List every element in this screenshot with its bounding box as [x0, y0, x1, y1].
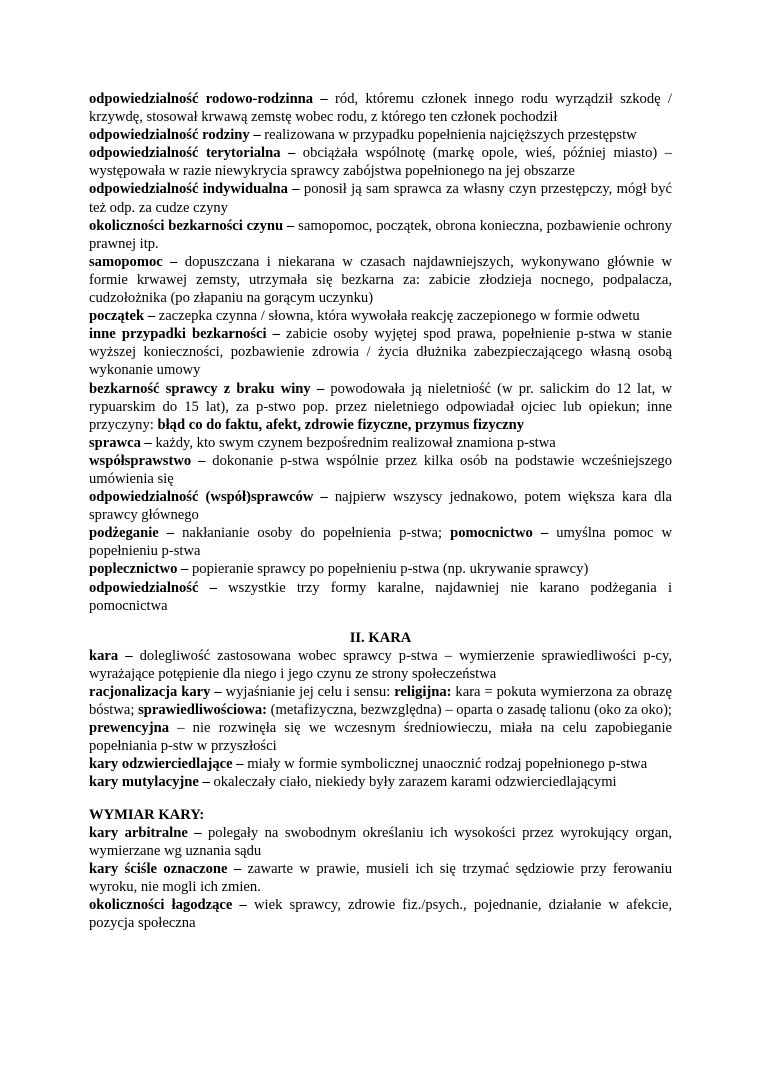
entry-text: dopuszczana i niekarana w czasach najdawniejszych, wykonywano głównie w formie krwawej zemsty, utrzymała się bezkarna za: zabicie złodzieja nocnego, podpalacza, cudzołożnika (po złapaniu na gorącym uczynku): [89, 253, 672, 307]
entry-term: kara: [89, 647, 119, 664]
entry-text: każdy, kto swym czynem bezpośrednim realizował znamiona p-stwa: [155, 434, 556, 451]
entry-kary-arbitralne: [89, 824, 672, 860]
entry-dash: –: [227, 860, 248, 877]
entry-bold-sprawiedliwosciowa: sprawiedliwościowa:: [138, 702, 267, 719]
entry-bold-religijna: religijna:: [394, 684, 452, 700]
entry-dash: –: [232, 756, 248, 773]
entry-dash: –: [232, 897, 255, 914]
entry-odpowiedzialnosc-wspolsprawcow: [89, 488, 672, 524]
entry-samopomoc: [89, 253, 672, 307]
entry-term: odpowiedzialność terytorialna: [89, 145, 281, 162]
entry-text: ród, któremu członek innego rodu wyrządził szkodę / krzywdę, stosował krwawą zemstę wobec rodu, z którego ten członek pochodził: [89, 91, 672, 126]
entry-text: obciążała wspólnotę (markę opole, wieś, później miasto) – występowała w razie niewykrycia sprawcy zabójstwa popełnionego na jej obszarze: [89, 145, 672, 180]
entry-text-secondary: umyślna pomoc w popełnieniu p-stwa: [89, 525, 673, 560]
entry-text: ponosił ją sam sprawca za własny czyn przestępczy, mógł być też odp. za cudze czyny: [89, 181, 673, 216]
entry-dash: –: [280, 145, 303, 162]
entry-odpowiedzialnosc: [89, 579, 672, 615]
entry-term: inne przypadki bezkarności: [89, 326, 267, 343]
entry-text: kara = pokuta wymierzona za obrazę bóstwa;: [89, 684, 672, 719]
entry-text: wszystkie trzy formy karalne, najdawniej nie karano podżegania i pomocnictwa: [89, 579, 673, 614]
entry-dash: –: [313, 91, 336, 107]
entry-text: miały w formie symbolicznej unaocznić rodzaj popełnionego p-stwa: [247, 756, 648, 773]
entry-text: nakłanianie osoby do popełnienia p-stwa;: [182, 525, 451, 542]
entry-text: zaczepka czynna / słowna, która wywołała reakcję zaczepionego w formie odwetu: [158, 308, 640, 325]
entry-podzeganie-pomocnictwo: [89, 524, 672, 560]
entry-okolicznosci-lagodzace: [89, 896, 672, 932]
entry-text: – nie rozwinęła się we wczesnym średniowieczu, miała na celu zapobieganie popełniania p-stw w przyszłości: [89, 720, 672, 755]
entry-text: dokonanie p-stwa wspólnie przez kilka osób na podstawie wcześniejszego umówienia się: [89, 452, 673, 487]
entry-text: realizowana w przypadku popełnienia najcięższych przestępstw: [264, 127, 637, 144]
entry-odpowiedzialnosc-indywidualna: [89, 180, 672, 216]
entry-inne-przypadki-bezkarnosci: [89, 325, 672, 379]
entry-term: odpowiedzialność rodowo-rodzinna: [89, 91, 314, 107]
entry-term: odpowiedzialność rodziny: [89, 127, 250, 144]
entry-text: polegały na swobodnym określaniu ich wysokości przez wyrokujący organ, wymierzane wg uznania sądu: [89, 824, 672, 859]
entry-wspolsprawstwo: [89, 452, 672, 488]
entry-poczatek: [89, 307, 672, 325]
entry-dash: –: [249, 127, 265, 144]
entry-text: wiek sprawcy, zdrowie fiz./psych., pojednanie, działanie w afekcie, pozycja społeczna: [89, 897, 673, 932]
entry-kary-mutylacyjne: [89, 773, 672, 791]
entry-dash: –: [310, 380, 331, 397]
entry-text: (metafizyczna, bezwzględna) – oparta o zasadę talionu (oko za oko);: [267, 702, 672, 719]
entry-term-secondary: pomocnictwo: [450, 525, 533, 542]
entry-dash: –: [140, 434, 156, 451]
entry-term: kary ściśle oznaczone: [89, 860, 228, 877]
entry-dash: –: [162, 253, 185, 270]
entry-term: poplecznictwo: [89, 561, 178, 578]
entry-text: dolegliwość zastosowana wobec sprawcy p-stwa – wymierzenie sprawiedliwości p-cy, wyrażające potępienie dla niego i jego czynu ze strony społeczeństwa: [89, 647, 673, 682]
entry-okolicznosci-bezkarnosci: [89, 217, 672, 253]
entry-kary-odzwierciedlajace: [89, 755, 672, 773]
entry-text: zawarte w prawie, musieli ich się trzymać sędziowie przy ferowaniu wyroku, nie mogli ich zmien.: [89, 860, 672, 895]
entry-term: kary odzwierciedlające: [89, 756, 233, 773]
section-title-wymiar-kary: WYMIAR KARY:: [89, 806, 205, 823]
entry-dash: –: [313, 489, 335, 506]
entry-term: początek: [89, 308, 145, 325]
entry-text: najpierw wszyscy jednakowo, potem większa kara dla sprawcy głównego: [89, 489, 673, 524]
entry-dash: –: [144, 308, 159, 325]
entry-bold-tail: błąd co do faktu, afekt, zdrowie fizyczne, przymus fizyczny: [157, 416, 525, 433]
section-title-kara: II. KARA: [349, 629, 412, 646]
entry-term: odpowiedzialność (współ)sprawców: [89, 489, 314, 506]
entry-dash: –: [198, 774, 214, 791]
entry-term: okoliczności łagodzące: [89, 897, 233, 914]
entry-odpowiedzialnosc-rodowo-rodzinna: [89, 90, 672, 126]
entry-term: odpowiedzialność indywidualna: [89, 181, 288, 198]
entry-term: odpowiedzialność: [89, 579, 199, 596]
entry-poplecznictwo: [89, 560, 672, 578]
entry-dash: –: [532, 525, 557, 542]
document-page: [89, 90, 672, 932]
entry-bezkarnosc-sprawcy: [89, 380, 672, 434]
entry-dash: –: [287, 181, 304, 198]
entry-kara: [89, 647, 672, 683]
entry-dash: –: [283, 217, 299, 234]
entry-text: powodowała ją nieletniość (w pr. salickim do 12 lat, w rypuarskim do 15 lat), za p-stwo pop. przez nieletniego odpowiadał ojciec lub opiekun; inne przyczyny:: [89, 380, 672, 433]
entry-sprawca: [89, 434, 672, 452]
entry-term: samopomoc: [89, 253, 163, 270]
entry-dash: –: [187, 824, 208, 841]
entry-term: okoliczności bezkarności czynu: [89, 217, 284, 234]
entry-dash: –: [158, 525, 183, 542]
entry-dash: –: [177, 561, 192, 578]
entry-dash: –: [118, 647, 140, 664]
entry-text: wyjaśnianie jej celu i sensu:: [225, 684, 395, 700]
entry-text: popieranie sprawcy po popełnieniu p-stwa (np. ukrywanie sprawcy): [191, 561, 589, 578]
entry-odpowiedzialnosc-terytorialna: [89, 144, 672, 180]
entry-term: współsprawstwo: [89, 452, 192, 469]
entry-term: podżeganie: [89, 525, 159, 542]
entry-text: okaleczały ciało, niekiedy były zarazem karami odzwierciedlającymi: [213, 774, 617, 791]
entry-kary-scisle-oznaczone: [89, 860, 672, 896]
entry-bold-prewencyjna: prewencyjna: [89, 720, 169, 737]
entry-term: bezkarność sprawcy z braku winy: [89, 380, 311, 397]
entry-racjonalizacja-kary: [89, 683, 672, 755]
entry-text: zabicie osoby wyjętej spod prawa, popełnienie p-stwa w stanie wyższej konieczności, pozbawienie zdrowia / życia dłużnika zabezpieczającego własną osobą wykonanie umowy: [89, 326, 673, 379]
entry-dash: –: [198, 579, 229, 596]
entry-term: sprawca: [89, 434, 141, 451]
entry-odpowiedzialnosc-rodziny: [89, 126, 672, 144]
entry-text: samopomoc, początek, obrona konieczna, pozbawienie ochrony prawnej itp.: [89, 217, 672, 252]
entry-dash: –: [266, 326, 286, 343]
entry-term: kary mutylacyjne: [89, 774, 199, 791]
entry-term: racjonalizacja kary: [89, 684, 211, 700]
entry-dash: –: [210, 684, 226, 700]
entry-term: kary arbitralne: [89, 824, 188, 841]
entry-dash: –: [191, 452, 213, 469]
